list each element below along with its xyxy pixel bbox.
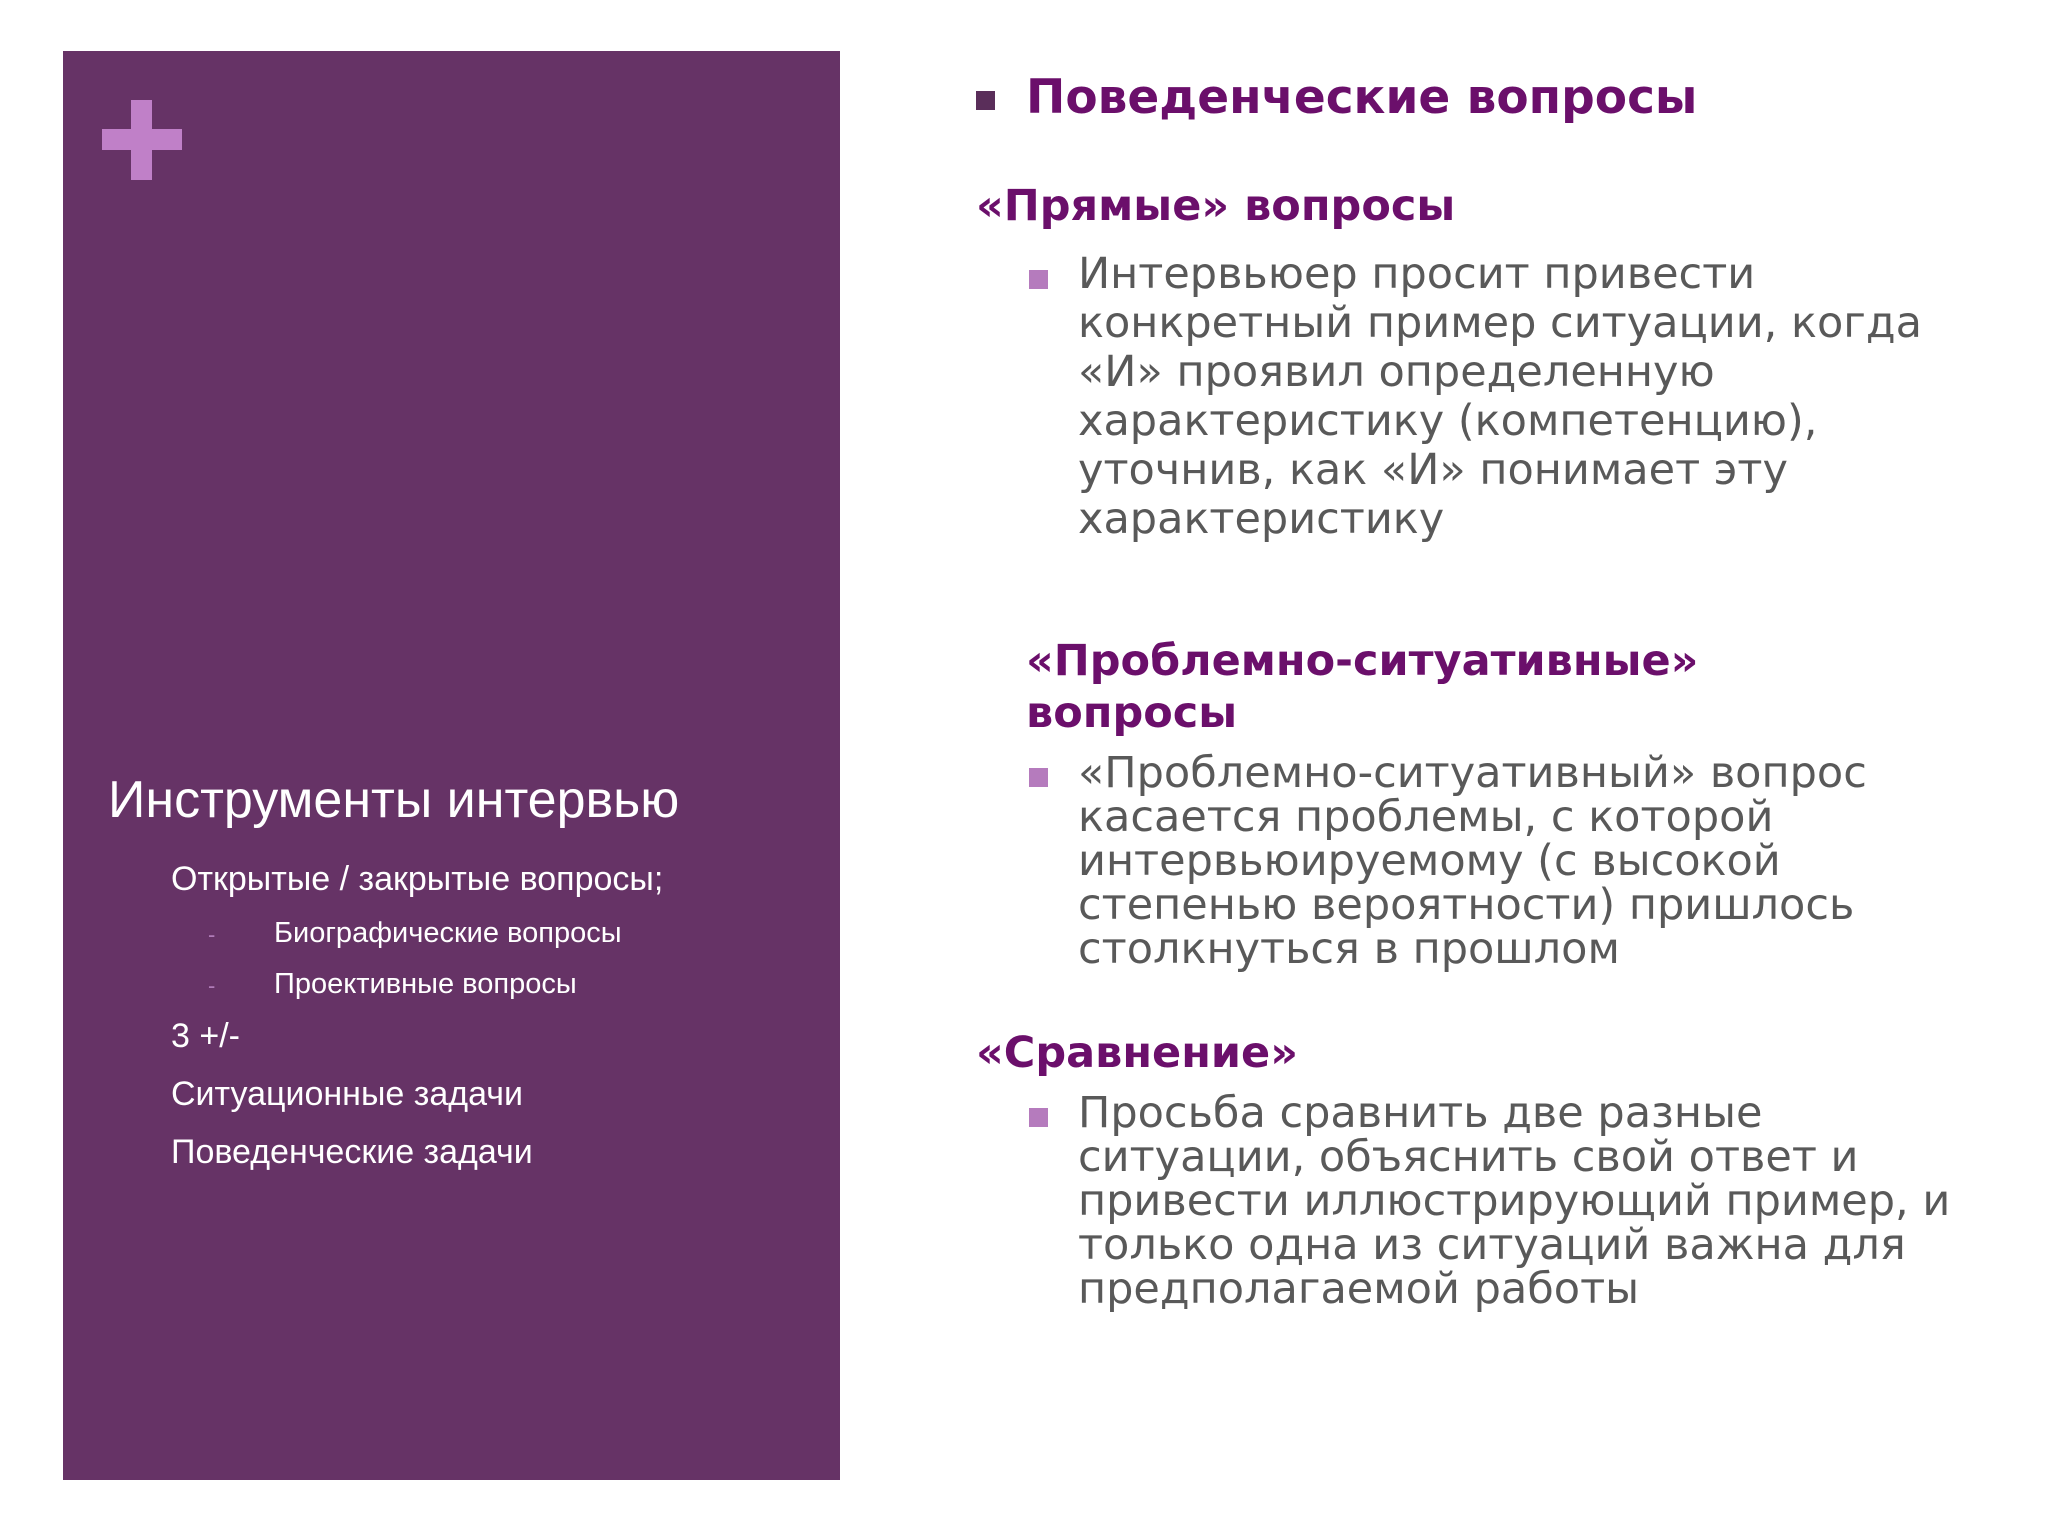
main-heading: Поведенческие вопросы [1026, 70, 1698, 125]
list-subitem-label: Проективные вопросы [274, 968, 577, 1000]
list-subitem-projective [208, 966, 577, 1002]
plus-icon [102, 100, 182, 180]
list-item-open-closed-questions: Открытые / закрытые вопросы; [171, 860, 664, 898]
list-subitem-biographical [208, 915, 622, 951]
section-text-direct: Интервьюер просит привести конкретный пример ситуации, когда «И» проявил определенную характеристику (компетенцию), уточнив, как «И» понимает эту характеристику [1078, 249, 1922, 544]
section-text-comparison: Просьба сравнить две разные ситуации, объяснить свой ответ и привести иллюстрирующий пример, и только одна из ситуаций важна для предполагаемой работы [1078, 1088, 1951, 1314]
section-text-problem-situational: «Проблемно-ситуативный» вопрос касается проблемы, с которой интервьюируемому (с высокой степенью вероятности) пришлось столкнуться в прошлом [1078, 748, 1867, 974]
dash-bullet: - [208, 972, 216, 998]
square-bullet-icon [1029, 768, 1048, 787]
left-panel [63, 51, 840, 1480]
list-item-situational-tasks: Ситуационные задачи [171, 1075, 523, 1113]
dash-bullet: - [208, 921, 216, 947]
square-bullet-icon [1029, 270, 1048, 289]
square-bullet-icon [976, 91, 995, 110]
left-title: Инструменты интервью [108, 771, 680, 829]
section-heading-problem-situational: «Проблемно-ситуативные» вопросы [1026, 636, 1699, 738]
list-item-3-plus-minus: 3 +/- [171, 1017, 240, 1055]
square-bullet-icon [1029, 1108, 1048, 1127]
list-subitem-label: Биографические вопросы [274, 917, 622, 949]
list-item-behavioral-tasks: Поведенческие задачи [171, 1133, 533, 1171]
section-heading-comparison: «Сравнение» [976, 1028, 1298, 1078]
section-heading-direct: «Прямые» вопросы [976, 181, 1456, 231]
